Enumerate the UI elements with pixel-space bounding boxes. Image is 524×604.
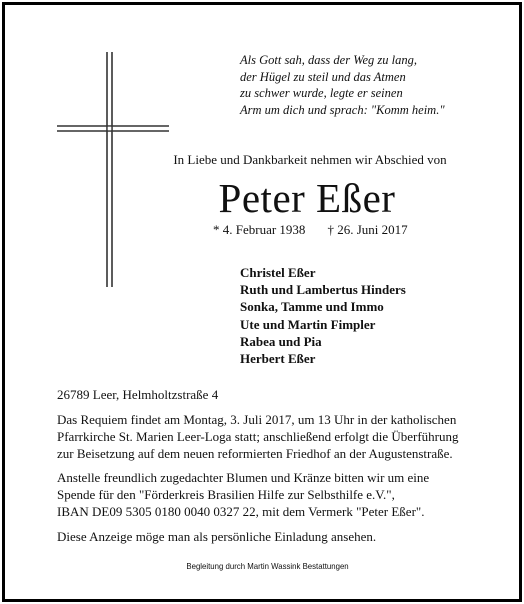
poem-line: Als Gott sah, dass der Weg zu lang, xyxy=(240,53,417,67)
mourner-name: Sonka, Tamme und Immo xyxy=(240,299,384,315)
mourner-name: Herbert Eßer xyxy=(240,351,316,367)
intro-text: In Liebe und Dankbarkeit nehmen wir Abschied von xyxy=(173,152,447,167)
mourner-name: Ute und Martin Fimpler xyxy=(240,316,376,332)
requiem-info xyxy=(57,412,459,462)
family-address: 26789 Leer, Helmholtzstraße 4 xyxy=(57,387,219,402)
requiem-line: Pfarrkirche St. Marien Leer-Loga statt; anschließend erfolgt die Überführung xyxy=(57,428,459,444)
poem xyxy=(240,52,445,118)
mourners-list xyxy=(240,264,406,367)
death-date: † 26. Juni 2017 xyxy=(327,222,408,237)
footer-credit: Begleitung durch Martin Wassink Bestattungen xyxy=(186,561,349,571)
poem-line: Arm um dich und sprach: "Komm heim." xyxy=(240,102,445,117)
requiem-line: Das Requiem findet am Montag, 3. Juli 2017, um 13 Uhr in der katholischen xyxy=(57,412,457,427)
birth-date: * 4. Februar 1938 xyxy=(213,222,306,237)
requiem-line: zur Beisetzung auf dem neuen reformierten Friedhof an der Augustenstraße. xyxy=(57,445,453,461)
mourner-name: Ruth und Lambertus Hinders xyxy=(240,282,406,298)
donation-line: Anstelle freundlich zugedachter Blumen und Kränze bitten wir um eine xyxy=(57,470,430,485)
donation-line: IBAN DE09 5305 0180 0040 0327 22, mit dem Vermerk "Peter Eßer". xyxy=(57,503,425,519)
donation-info xyxy=(57,470,429,520)
invitation-note: Diese Anzeige möge man als persönliche Einladung ansehen. xyxy=(57,529,377,544)
poem-line: zu schwer wurde, legte er seinen xyxy=(240,86,403,100)
mourner-name: Rabea und Pia xyxy=(240,333,322,349)
cross-icon xyxy=(57,52,169,287)
mourner-name: Christel Eßer xyxy=(240,265,316,280)
life-dates xyxy=(213,222,408,238)
poem-line: der Hügel zu steil und das Atmen xyxy=(240,69,406,84)
deceased-name: Peter Eßer xyxy=(218,175,396,221)
donation-line: Spende für den "Förderkreis Brasilien Hilfe zur Selbsthilfe e.V.", xyxy=(57,486,395,502)
